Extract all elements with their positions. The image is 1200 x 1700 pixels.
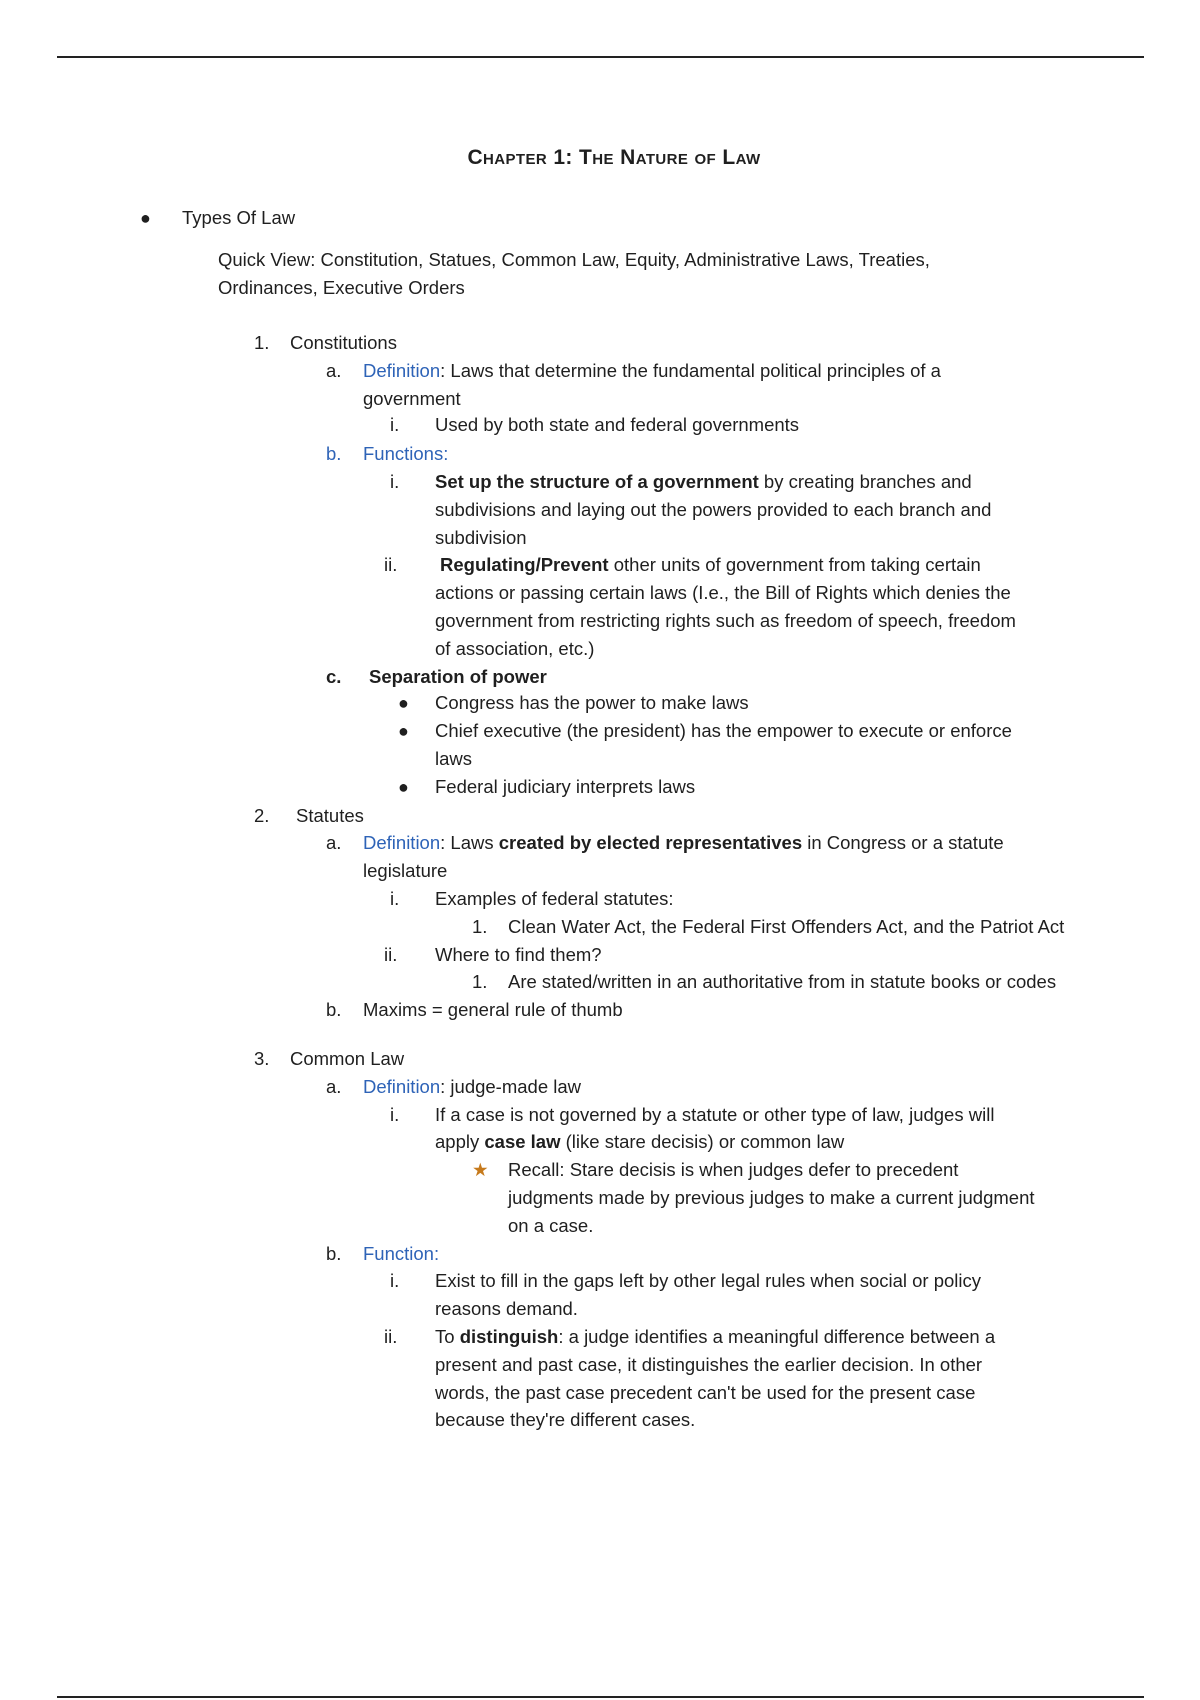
separation-item: Congress has the power to make laws [435, 692, 749, 713]
maxims-text: Maxims = general rule of thumb [363, 999, 623, 1020]
function-ii-line-1 [440, 554, 981, 576]
list-marker: a. [326, 832, 342, 853]
common-law-def-i-line-1: If a case is not governed by a statute or other type of law, judges will [435, 1104, 995, 1125]
list-marker: i. [390, 471, 400, 492]
function-i-line-1 [435, 471, 972, 493]
function-ii-line-2: actions or passing certain laws (I.e., the Bill of Rights which denies the [435, 582, 1011, 603]
definition-label: Definition [363, 1076, 441, 1097]
common-law-definition [363, 1076, 581, 1098]
case-law-bold: case law [484, 1131, 561, 1152]
text: To [435, 1326, 460, 1347]
function-ii-text: other units of government from taking certain [608, 554, 981, 575]
cl-function-ii-line-1 [435, 1326, 995, 1348]
list-marker: b. [326, 443, 342, 464]
list-marker: c. [326, 666, 342, 687]
recall-line-3: on a case. [508, 1215, 594, 1236]
quick-view-line-2: Ordinances, Executive Orders [218, 277, 465, 298]
recall-line-1: Recall: Stare decisis is when judges defer to precedent [508, 1159, 959, 1180]
types-of-law-heading: Types Of Law [182, 207, 296, 228]
definition-bold: created by elected representatives [498, 832, 803, 853]
function-i-line-2: subdivisions and laying out the powers provided to each branch and [435, 499, 992, 520]
definition-text: : Laws that determine the fundamental political principles of a [440, 360, 941, 381]
bullet-icon: ● [140, 208, 151, 228]
text: : a judge identifies a meaningful difference between a [558, 1326, 996, 1347]
page-title: Chapter 1: The Nature of Law [467, 146, 761, 169]
bullet-icon: ● [398, 721, 409, 741]
list-number: 1. [254, 332, 270, 353]
constitutions-def-sub: Used by both state and federal governments [435, 414, 800, 435]
common-law-heading: Common Law [290, 1048, 405, 1069]
list-marker: i. [390, 414, 400, 435]
cl-function-ii-line-2: present and past case, it distinguishes the earlier decision. In other [435, 1354, 983, 1375]
list-marker: i. [390, 888, 400, 909]
function-i-bold: Set up the structure of a government [435, 471, 759, 492]
separation-of-power-heading: Separation of power [369, 666, 547, 687]
function-i-line-3: subdivision [435, 527, 527, 548]
bullet-icon: ● [398, 777, 409, 797]
footer-rule [57, 1696, 1144, 1698]
recall-line-2: judgments made by previous judges to make a current judgment [508, 1187, 1035, 1208]
quick-view-line-1: Quick View: Constitution, Statues, Common Law, Equity, Administrative Laws, Treaties, [218, 249, 930, 270]
list-marker: ii. [384, 1326, 398, 1347]
constitutions-definition [363, 360, 941, 382]
definition-text: in Congress or a statute [802, 832, 1004, 853]
cl-function-ii-line-3: words, the past case precedent can't be used for the present case [435, 1382, 976, 1403]
examples-heading: Examples of federal statutes: [435, 888, 674, 909]
list-marker: i. [390, 1270, 400, 1291]
function-ii-bold: Regulating/Prevent [440, 554, 609, 575]
text: (like stare decisis) or common law [560, 1131, 845, 1152]
cl-function-ii-line-4: because they're different cases. [435, 1409, 696, 1430]
list-marker: ii. [384, 554, 398, 575]
list-marker: b. [326, 999, 342, 1020]
where-item: Are stated/written in an authoritative from in statute books or codes [508, 971, 1057, 992]
definition-label: Definition [363, 360, 441, 381]
list-number: 3. [254, 1048, 270, 1069]
where-heading: Where to find them? [435, 944, 602, 965]
definition-text-cont: government [363, 388, 461, 409]
distinguish-bold: distinguish [459, 1326, 559, 1347]
function-ii-line-3: government from restricting rights such as freedom of speech, freedom [435, 610, 1016, 631]
definition-text-cont: legislature [363, 860, 448, 881]
list-marker: 1. [472, 916, 488, 937]
list-marker: ii. [384, 944, 398, 965]
cl-function-i-line-2: reasons demand. [435, 1298, 578, 1319]
separation-item: Chief executive (the president) has the empower to execute or enforce [435, 720, 1012, 741]
function-ii-line-4: of association, etc.) [435, 638, 595, 659]
bullet-icon: ● [398, 693, 409, 713]
definition-text: : judge-made law [440, 1076, 582, 1097]
statutes-heading: Statutes [296, 805, 364, 826]
function-i-text: by creating branches and [758, 471, 972, 492]
separation-item: Federal judiciary interprets laws [435, 776, 696, 797]
text: apply [435, 1131, 485, 1152]
star-icon: ★ [472, 1159, 489, 1180]
functions-label: Functions: [363, 443, 449, 464]
function-label: Function: [363, 1243, 440, 1264]
common-law-def-i-line-2 [435, 1131, 844, 1153]
separation-item-cont: laws [435, 748, 473, 769]
list-marker: 1. [472, 971, 488, 992]
definition-label: Definition [363, 832, 441, 853]
list-marker: b. [326, 1243, 342, 1264]
header-rule [57, 56, 1144, 58]
definition-text: : Laws [440, 832, 499, 853]
list-number: 2. [254, 805, 270, 826]
list-marker: i. [390, 1104, 400, 1125]
list-marker: a. [326, 1076, 342, 1097]
cl-function-i-line-1: Exist to fill in the gaps left by other legal rules when social or policy [435, 1270, 982, 1291]
constitutions-heading: Constitutions [290, 332, 397, 353]
list-marker: a. [326, 360, 342, 381]
statutes-definition [363, 832, 1004, 854]
examples-item: Clean Water Act, the Federal First Offenders Act, and the Patriot Act [508, 916, 1065, 937]
